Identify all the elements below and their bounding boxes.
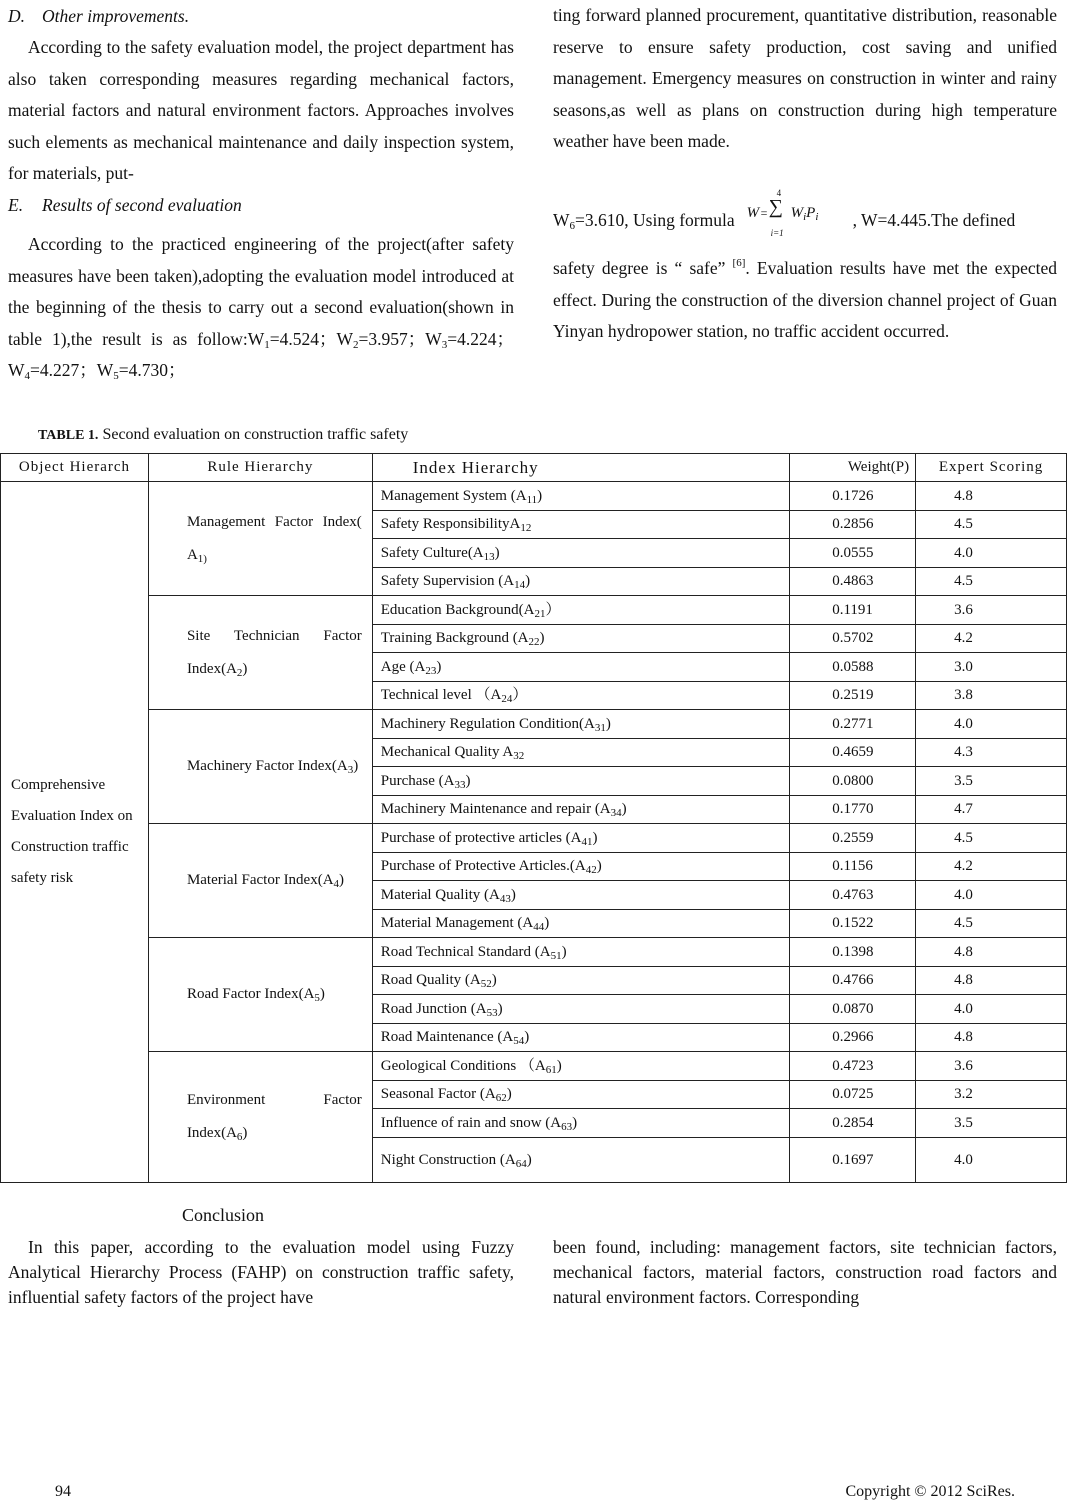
table-caption bbox=[38, 426, 408, 444]
header-index: Index Hierarchy bbox=[372, 454, 789, 482]
rule-hierarchy-cell: Environment Factor $Index(A_6)$ bbox=[148, 1052, 372, 1183]
object-hierarchy-cell: Comprehensive Evaluation Index on Construction traffic safety risk bbox=[1, 482, 149, 1183]
weight-cell: 0.1697 bbox=[790, 1137, 916, 1182]
table-row bbox=[1, 938, 1067, 967]
weight-cell: 0.1770 bbox=[790, 795, 916, 824]
index-cell: Safety Supervision $(A_{14})$ bbox=[372, 567, 789, 596]
heading-number: D. bbox=[8, 6, 26, 26]
score-cell: 4.8 bbox=[916, 1023, 1067, 1052]
weight-cell: 0.0725 bbox=[790, 1080, 916, 1109]
weight-cell: 0.4766 bbox=[790, 966, 916, 995]
index-cell: Geological Conditions $(A_{61})$ bbox=[372, 1052, 789, 1081]
score-cell: 4.0 bbox=[916, 710, 1067, 739]
index-cell: Safety $Culture(A_{13})$ bbox=[372, 539, 789, 568]
weight-cell: 0.0870 bbox=[790, 995, 916, 1024]
paragraph-e: According to the practiced engineering of the project(after safety measures have been taken),adopting the evaluation model introduced at the beginning of the thesis to carry out a second evaluation(shown in table 1),the result is as $follow:W_1=4.524$；$W_2=3.957$；$W_3=4.224$；$W_4=4.227$；$W_5=4.730$； bbox=[8, 234, 514, 382]
header-rule: Rule Hierarchy bbox=[148, 454, 372, 482]
index-cell: Influence of rain and snow $(A_{63})$ bbox=[372, 1109, 789, 1138]
formula-eq: = bbox=[760, 206, 768, 220]
weight-cell: 0.1522 bbox=[790, 909, 916, 938]
rule-hierarchy-cell: Site Technician Factor $Index(A_2)$ bbox=[148, 596, 372, 710]
index-cell: Road Quality $(A_{52})$ bbox=[372, 966, 789, 995]
formula-intro: $W_6=3.610$, Using formula bbox=[553, 210, 735, 232]
score-cell: 3.5 bbox=[916, 767, 1067, 796]
rule-hierarchy-cell: Material Factor $Index(A_4)$ bbox=[148, 824, 372, 938]
score-cell: 4.0 bbox=[916, 881, 1067, 910]
heading-number: E. bbox=[8, 195, 24, 215]
rule-hierarchy-cell: Management Factor Index( $A_{1)}$ bbox=[148, 482, 372, 596]
score-cell: 3.2 bbox=[916, 1080, 1067, 1109]
evaluation-table bbox=[0, 453, 1067, 1183]
weight-cell: 0.1191 bbox=[790, 596, 916, 625]
score-cell: 4.5 bbox=[916, 824, 1067, 853]
index-cell: Material Quality $(A_{43})$ bbox=[372, 881, 789, 910]
score-cell: 4.8 bbox=[916, 966, 1067, 995]
index-cell: Night Construction $(A_{64})$ bbox=[372, 1137, 789, 1182]
conclusion-heading: Conclusion bbox=[182, 1205, 265, 1225]
sum-lower: i=1 bbox=[770, 228, 784, 238]
header-weight: Weight(P) bbox=[790, 454, 916, 482]
score-cell: 4.2 bbox=[916, 624, 1067, 653]
caption-label: TABLE 1. bbox=[38, 428, 99, 443]
index-cell: Education $Background(A_{21})$ bbox=[372, 596, 789, 625]
page-number: 94 bbox=[55, 1483, 71, 1500]
score-cell: 4.5 bbox=[916, 510, 1067, 539]
paragraph-right-2: safety degree is “ safe” [6]. Evaluation results have met the expected effect. During the construction of the diversion channel project of Guan Yinyan hydropower station, no traffic accident occurred. bbox=[553, 257, 1057, 341]
weight-cell: 0.4763 bbox=[790, 881, 916, 910]
index-cell: Seasonal Factor $(A_{62})$ bbox=[372, 1080, 789, 1109]
index-cell: Safety ResponsibilityA$_{12}$ bbox=[372, 510, 789, 539]
weight-cell: 0.1398 bbox=[790, 938, 916, 967]
weight-cell: 0.2966 bbox=[790, 1023, 916, 1052]
weight-cell: 0.4723 bbox=[790, 1052, 916, 1081]
weight-cell: 0.2854 bbox=[790, 1109, 916, 1138]
index-cell: Mechanical Quality $A_{32}$ bbox=[372, 738, 789, 767]
score-cell: 4.0 bbox=[916, 539, 1067, 568]
header-score: Expert Scoring bbox=[916, 454, 1067, 482]
weight-cell: 0.4863 bbox=[790, 567, 916, 596]
formula-line bbox=[553, 188, 1057, 238]
index-cell: Road Maintenance $(A_{54})$ bbox=[372, 1023, 789, 1052]
heading-e bbox=[8, 195, 242, 216]
weight-cell: 0.1726 bbox=[790, 482, 916, 511]
score-cell: 4.5 bbox=[916, 909, 1067, 938]
score-cell: 4.7 bbox=[916, 795, 1067, 824]
rule-hierarchy-cell: Road Factor $Index(A_5)$ bbox=[148, 938, 372, 1052]
index-cell: Machinery Maintenance and repair $(A_{34})$ bbox=[372, 795, 789, 824]
weight-cell: 0.0800 bbox=[790, 767, 916, 796]
score-cell: 4.2 bbox=[916, 852, 1067, 881]
copyright: Copyright © 2012 SciRes. bbox=[845, 1483, 1015, 1500]
index-cell: Technical level $(A_{24})$ bbox=[372, 681, 789, 710]
index-cell: Purchase of Protective $Articles.(A_{42})$ bbox=[372, 852, 789, 881]
weight-cell: 0.5702 bbox=[790, 624, 916, 653]
rule-hierarchy-cell: Machinery Factor $Index(A_3)$ bbox=[148, 710, 372, 824]
score-cell: 4.0 bbox=[916, 1137, 1067, 1182]
index-cell: Road Technical Standard $(A_{51})$ bbox=[372, 938, 789, 967]
weight-cell: 0.4659 bbox=[790, 738, 916, 767]
conclusion-right: been found, including: management factors, site technician factors, mechanical factors, material factors, construction road factors and natural environment factors. Corresponding bbox=[553, 1237, 1057, 1307]
weight-cell: 0.2771 bbox=[790, 710, 916, 739]
score-cell: 3.6 bbox=[916, 596, 1067, 625]
weight-cell: 0.0588 bbox=[790, 653, 916, 682]
paragraph-right-1: ting forward planned procurement, quantitative distribution, reasonable reserve to ensure safety production, cost saving and unified management. Emergency measures on construction in winter and rainy seasons,as well as plans on construction during high temperature weather have been made. bbox=[553, 5, 1057, 151]
weight-cell: 0.2856 bbox=[790, 510, 916, 539]
paragraph-d: According to the safety evaluation model, the project department has also taken corresponding measures regarding mechanical factors, material factors and natural environment factors. Approaches involves such elements as mechanical maintenance and daily inspection system, for materials, put- bbox=[8, 37, 514, 183]
score-cell: 3.5 bbox=[916, 1109, 1067, 1138]
score-cell: 4.0 bbox=[916, 995, 1067, 1024]
header-object: Object Hierarch bbox=[1, 454, 149, 482]
table-row bbox=[1, 824, 1067, 853]
heading-title: Results of second evaluation bbox=[42, 195, 242, 215]
score-cell: 4.8 bbox=[916, 482, 1067, 511]
heading-d bbox=[8, 6, 189, 27]
sigma-symbol: ∑ bbox=[768, 196, 783, 218]
weight-cell: 0.2519 bbox=[790, 681, 916, 710]
table-row bbox=[1, 710, 1067, 739]
index-cell: Material Management $(A_{44})$ bbox=[372, 909, 789, 938]
index-cell: Purchase of protective articles $(A_{41})$ bbox=[372, 824, 789, 853]
score-cell: 3.6 bbox=[916, 1052, 1067, 1081]
formula-result: , W=4.445.The defined bbox=[852, 210, 1016, 230]
index-cell: Machinery Regulation $Condition(A_{31})$ bbox=[372, 710, 789, 739]
score-cell: 4.5 bbox=[916, 567, 1067, 596]
formula-term: $W_iP_i$ bbox=[790, 205, 819, 223]
weight-cell: 0.2559 bbox=[790, 824, 916, 853]
table-header-row bbox=[1, 454, 1067, 482]
table-row bbox=[1, 482, 1067, 511]
table-row bbox=[1, 596, 1067, 625]
index-cell: Purchase $(A_{33})$ bbox=[372, 767, 789, 796]
table-row bbox=[1, 1052, 1067, 1081]
score-cell: 3.8 bbox=[916, 681, 1067, 710]
index-cell: Road Junction $(A_{53})$ bbox=[372, 995, 789, 1024]
weighted-sum-formula bbox=[746, 188, 847, 238]
weight-cell: 0.1156 bbox=[790, 852, 916, 881]
score-cell: 4.8 bbox=[916, 938, 1067, 967]
index-cell: Management System $(A_{11})$ bbox=[372, 482, 789, 511]
score-cell: 3.0 bbox=[916, 653, 1067, 682]
index-cell: Age $(A_{23})$ bbox=[372, 653, 789, 682]
score-cell: 4.3 bbox=[916, 738, 1067, 767]
index-cell: Training Background $(A_{22})$ bbox=[372, 624, 789, 653]
heading-title: Other improvements. bbox=[42, 6, 190, 26]
caption-text: Second evaluation on construction traffic safety bbox=[98, 426, 409, 443]
weight-cell: 0.0555 bbox=[790, 539, 916, 568]
sum-upper: 4 bbox=[776, 188, 782, 198]
conclusion-left: In this paper, according to the evaluation model using Fuzzy Analytical Hierarchy Process (FAHP) on construction traffic safety, influential safety factors of the project have bbox=[8, 1237, 514, 1307]
formula-lhs: W bbox=[746, 205, 760, 221]
